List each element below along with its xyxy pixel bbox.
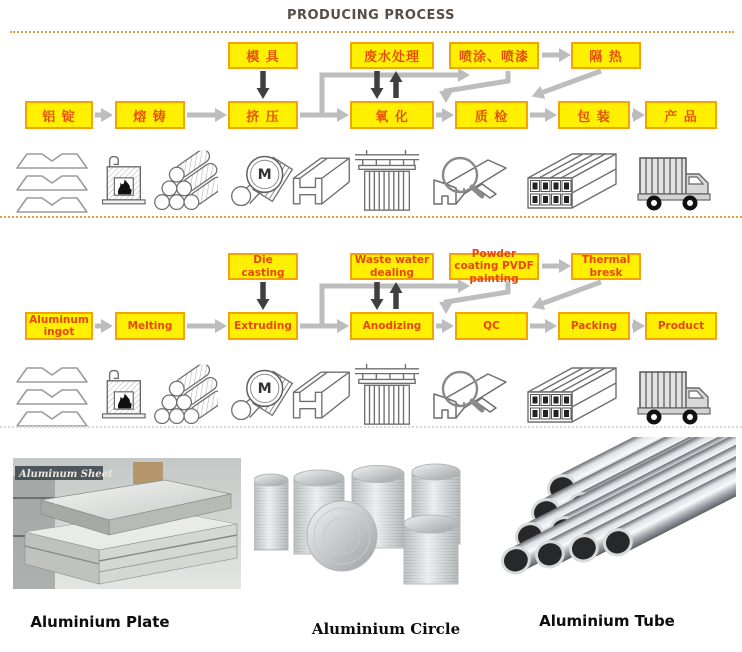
page-title: PRODUCING PROCESS <box>286 8 456 23</box>
flow-box-extruding: Extruding <box>228 312 298 340</box>
dotted-divider-bottom <box>0 426 742 428</box>
delivery-truck-icon <box>636 362 724 428</box>
flow-box-qc: 质 检 <box>455 101 528 129</box>
packed-square-tubes-icon <box>524 148 620 214</box>
packed-square-tubes-icon <box>524 362 620 428</box>
melting-furnace-icon <box>97 362 149 428</box>
aluminium-tube-photo <box>494 437 736 611</box>
flow-box-waste-water-dealing: Waste water dealing <box>350 253 434 280</box>
aluminum-ingots-icon <box>14 148 90 214</box>
process-icon-row-2 <box>0 362 742 430</box>
melting-furnace-icon <box>97 148 149 214</box>
process-flowchart-english <box>0 246 742 358</box>
aluminium-circle-photo <box>254 462 464 588</box>
flow-box-product: Product <box>645 312 717 340</box>
process-icon-row-1 <box>0 148 742 216</box>
flow-box-waste-water-dealing: 废水处理 <box>350 42 434 69</box>
flow-box-thermal-break: 隔 热 <box>571 42 641 69</box>
anodizing-rack-icon <box>353 362 421 428</box>
tube-caption: Aluminium Tube <box>539 612 675 630</box>
process-flowchart-chinese <box>0 35 742 147</box>
flow-box-aluminum-ingot: Aluminum ingot <box>25 312 93 340</box>
flow-box-packing: Packing <box>558 312 630 340</box>
flow-box-melting: Melting <box>115 312 185 340</box>
dotted-divider-top <box>10 31 734 33</box>
circle-caption: Aluminium Circle <box>311 620 461 638</box>
round-billets-icon <box>152 362 218 428</box>
anodizing-rack-icon <box>353 148 421 214</box>
flow-box-die-casting: 模 具 <box>228 42 298 69</box>
qc-magnifier-icon <box>426 362 514 428</box>
flow-box-anodizing: 氧 化 <box>350 101 434 129</box>
flow-box-product: 产 品 <box>645 101 717 129</box>
h-beam-profile-icon <box>288 362 352 428</box>
flow-box-qc: QC <box>455 312 528 340</box>
flow-box-powder-coating: Powder coating PVDF painting <box>449 253 539 280</box>
aluminium-plate-photo <box>13 458 241 589</box>
plate-photo-watermark: Aluminum Sheet <box>19 469 113 480</box>
flow-box-die-casting: Die casting <box>228 253 298 280</box>
dotted-divider-middle <box>0 216 742 218</box>
extrusion-die-motor-icon <box>227 362 293 428</box>
extrusion-die-motor-icon <box>227 148 293 214</box>
flow-box-melting: 熔 铸 <box>115 101 185 129</box>
aluminum-ingots-icon <box>14 362 90 428</box>
h-beam-profile-icon <box>288 148 352 214</box>
round-billets-icon <box>152 148 218 214</box>
delivery-truck-icon <box>636 148 724 214</box>
plate-caption: Aluminium Plate <box>30 613 170 631</box>
flow-box-anodizing: Anodizing <box>350 312 434 340</box>
flow-box-thermal-break: Thermal bresk <box>571 253 641 280</box>
flow-box-packing: 包 装 <box>558 101 630 129</box>
flow-box-aluminum-ingot: 铝 锭 <box>25 101 93 129</box>
qc-magnifier-icon <box>426 148 514 214</box>
flow-box-extruding: 挤 压 <box>228 101 298 129</box>
flow-box-powder-coating: 喷涂、喷漆 <box>449 42 539 69</box>
